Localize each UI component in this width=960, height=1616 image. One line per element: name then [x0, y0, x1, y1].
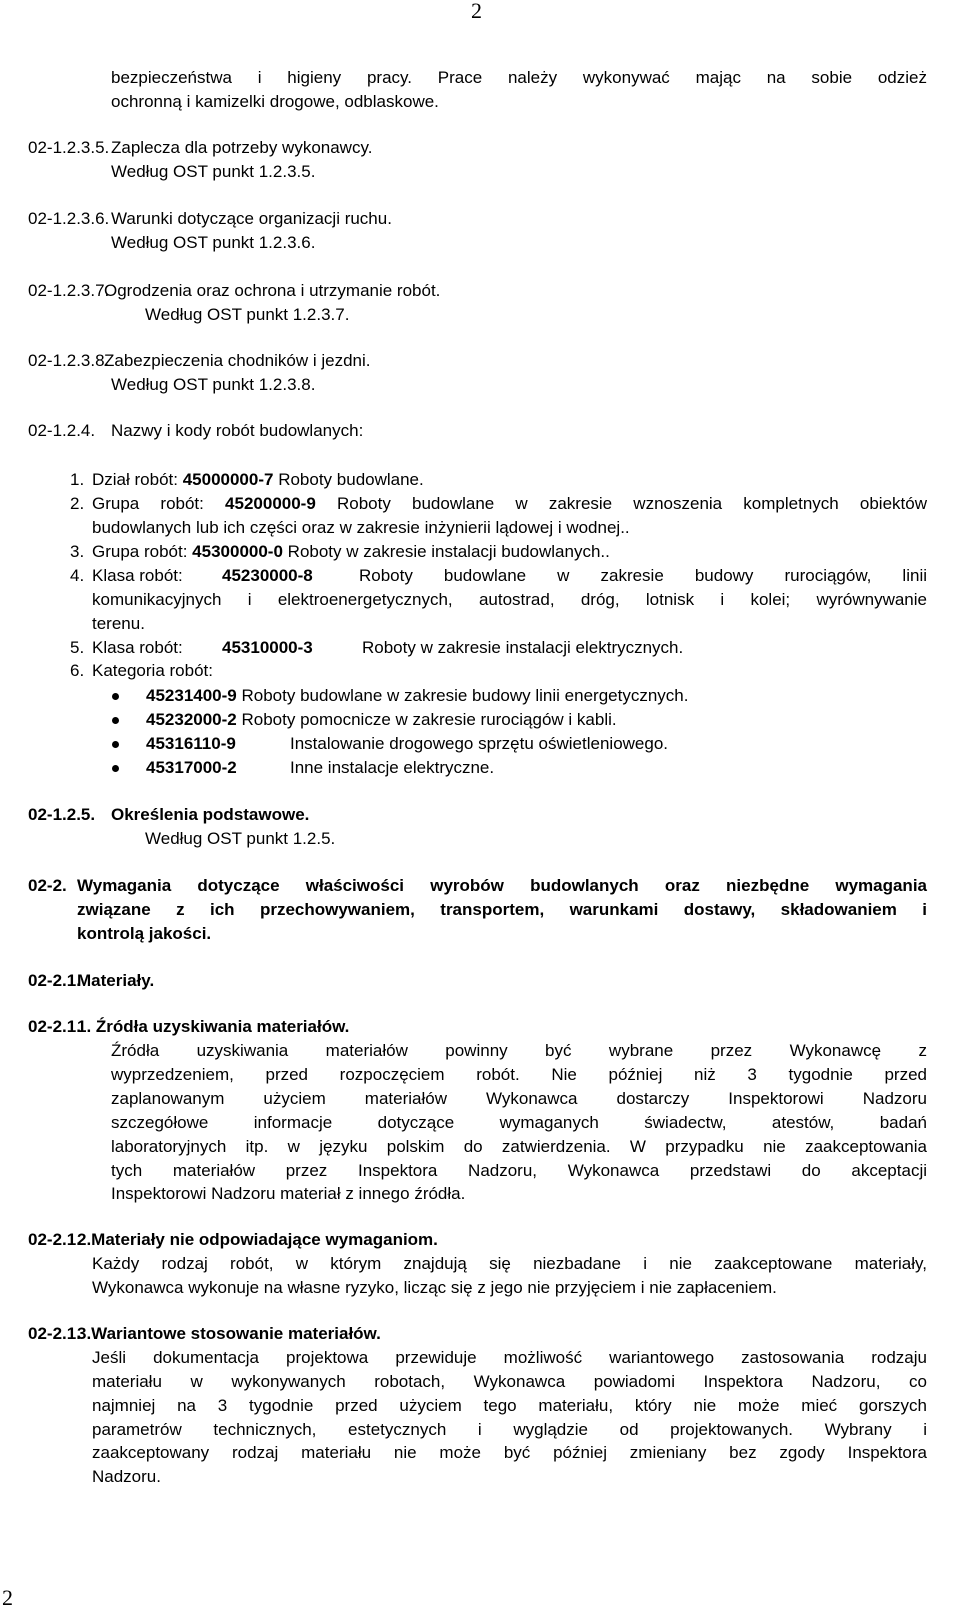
section-number: 02-2.	[28, 876, 67, 895]
bullet-item-description: Inne instalacje elektryczne.	[290, 758, 495, 777]
bullet-icon	[112, 693, 119, 700]
section-title: Zabezpieczenia chodników i jezdni.	[104, 351, 371, 370]
section-title: Zaplecza dla potrzeby wykonawcy.	[111, 138, 373, 157]
bullet-item-description: Instalowanie drogowego sprzętu oświetleniowego.	[290, 734, 669, 753]
section-number: 02-1.2.3.5.	[28, 138, 110, 157]
code-item-label: Kategoria robót:	[92, 661, 213, 680]
code-item-code: 45310000-3	[222, 638, 313, 657]
code-item-label: Klasa robót:	[92, 566, 183, 585]
paragraph-line: materiału w wykonywanych robotach, Wykonawca powiadomi Inspektora Nadzoru, co	[92, 1372, 927, 1391]
section-number: 02-2.1.	[28, 1230, 81, 1249]
paragraph-line: wyprzedzeniem, przed rozpoczęciem robót. Nie później niż 3 tygodnie przed	[111, 1065, 927, 1084]
section-title: 2.Materiały nie odpowiadające wymaganiom.	[77, 1230, 438, 1249]
bullet-item: 45231400-9 Roboty budowlane w zakresie budowy linii energetycznych.	[146, 686, 689, 705]
paragraph-line: Jeśli dokumentacja projektowa przewiduje możliwość wariantowego zastosowania rodzaju	[92, 1348, 927, 1367]
section-number: 02-2.1.	[28, 1324, 81, 1343]
section-title: Materiały.	[77, 971, 155, 990]
section-number: 02-1.2.3.6.	[28, 209, 110, 228]
section-title-line-2: związane z ich przechowywaniem, transportem, warunkami dostawy, składowaniem i	[77, 900, 927, 919]
section-number: 02-1.2.4.	[28, 421, 96, 440]
section-number: 02-1.2.3.8.	[28, 351, 110, 370]
bullet-item: 45232000-2 Roboty pomocnicze w zakresie rurociągów i kabli.	[146, 710, 617, 729]
paragraph-line: Wykonawca wykonuje na własne ryzyko, licząc się z jego nie przyjęciem i nie zapłaceniem.	[92, 1278, 777, 1297]
paragraph-line: Nadzoru.	[92, 1467, 161, 1486]
section-title-line-3: kontrolą jakości.	[77, 924, 212, 943]
code-item-continuation: budowlanych lub ich części oraz w zakresie inżynierii lądowej i wodnej..	[92, 518, 630, 537]
section-reference: Według OST punkt 1.2.3.6.	[111, 233, 316, 252]
code-item-description: Roboty w zakresie instalacji elektrycznych.	[362, 638, 684, 657]
bullet-icon	[112, 741, 119, 748]
code-item-continuation: komunikacyjnych i elektroenergetycznych, autostrad, dróg, lotnisk i kolei; wyrównywanie	[92, 590, 927, 609]
code-item-continuation: terenu.	[92, 614, 145, 633]
intro-line-1: bezpieczeństwa i higieny pracy. Prace należy wykonywać mając na sobie odzież	[111, 68, 927, 87]
section-title: Określenia podstawowe.	[111, 805, 310, 824]
section-title: 1. Źródła uzyskiwania materiałów.	[77, 1017, 350, 1036]
code-item-number: 2.	[70, 494, 85, 513]
code-item-number: 4.	[70, 566, 85, 585]
paragraph-line: szczegółowe informacje dotyczące wymaganych świadectw, atestów, badań	[111, 1113, 927, 1132]
code-item-number: 1.	[70, 470, 85, 489]
intro-line-2: ochronną i kamizelki drogowe, odblaskowe.	[111, 92, 439, 111]
page-number-top: 2	[471, 0, 482, 23]
paragraph-line: zaakceptowany rodzaj materiału nie może być później zmieniany bez zgody Inspektora	[92, 1443, 927, 1462]
code-item-number: 5.	[70, 638, 85, 657]
paragraph-line: Inspektorowi Nadzoru materiał z innego źródła.	[111, 1184, 466, 1203]
bullet-icon	[112, 765, 119, 772]
code-item-number: 3.	[70, 542, 85, 561]
code-item: Dział robót: 45000000-7 Roboty budowlane.	[92, 470, 424, 489]
section-reference: Według OST punkt 1.2.3.8.	[111, 375, 316, 394]
bullet-icon	[112, 717, 119, 724]
code-item-description: Roboty budowlane w zakresie budowy rurociągów, linii	[359, 566, 927, 585]
paragraph-line: parametrów technicznych, estetycznych i wyglądzie od projektowanych. Wybrany i	[92, 1420, 927, 1439]
section-title: Ogrodzenia oraz ochrona i utrzymanie robót.	[104, 281, 441, 300]
section-number: 02-2.1.	[28, 1017, 81, 1036]
paragraph-line: Każdy rodzaj robót, w którym znajdują się niezbadane i nie zaakceptowane materiały,	[92, 1254, 927, 1273]
section-reference: Według OST punkt 1.2.3.7.	[145, 305, 350, 324]
section-number: 02-2.1.	[28, 971, 81, 990]
section-title: Warunki dotyczące organizacji ruchu.	[111, 209, 392, 228]
paragraph-line: tych materiałów przez Inspektora Nadzoru, Wykonawca przedstawi do akceptacji	[111, 1161, 927, 1180]
paragraph-line: zaplanowanym użyciem materiałów Wykonawca dostarczy Inspektorowi Nadzoru	[111, 1089, 927, 1108]
section-reference: Według OST punkt 1.2.3.5.	[111, 162, 316, 181]
section-number: 02-1.2.5.	[28, 805, 96, 824]
section-title-line-1: Wymagania dotyczące właściwości wyrobów budowlanych oraz niezbędne wymagania	[77, 876, 927, 895]
bullet-item-code: 45317000-2	[146, 758, 237, 777]
code-item-label: Klasa robót:	[92, 638, 183, 657]
code-item: Grupa robót: 45200000-9 Roboty budowlane w zakresie wznoszenia kompletnych obiektów	[92, 494, 927, 513]
code-item-number: 6.	[70, 661, 85, 680]
section-title: 3.Wariantowe stosowanie materiałów.	[77, 1324, 381, 1343]
code-item: Grupa robót: 45300000-0 Roboty w zakresie instalacji budowlanych..	[92, 542, 610, 561]
section-title: Nazwy i kody robót budowlanych:	[111, 421, 364, 440]
code-item-code: 45230000-8	[222, 566, 313, 585]
section-number: 02-1.2.3.7.	[28, 281, 110, 300]
section-reference: Według OST punkt 1.2.5.	[145, 829, 336, 848]
paragraph-line: Źródła uzyskiwania materiałów powinny być wybrane przez Wykonawcę z	[111, 1041, 927, 1060]
paragraph-line: najmniej na 3 tygodnie przed użyciem tego materiału, który nie może mieć gorszych	[92, 1396, 927, 1415]
page-number-bottom: 2	[2, 1585, 13, 1610]
bullet-item-code: 45316110-9	[146, 734, 236, 753]
paragraph-line: laboratoryjnych itp. w języku polskim do zatwierdzenia. W przypadku nie zaakceptowania	[111, 1137, 927, 1156]
